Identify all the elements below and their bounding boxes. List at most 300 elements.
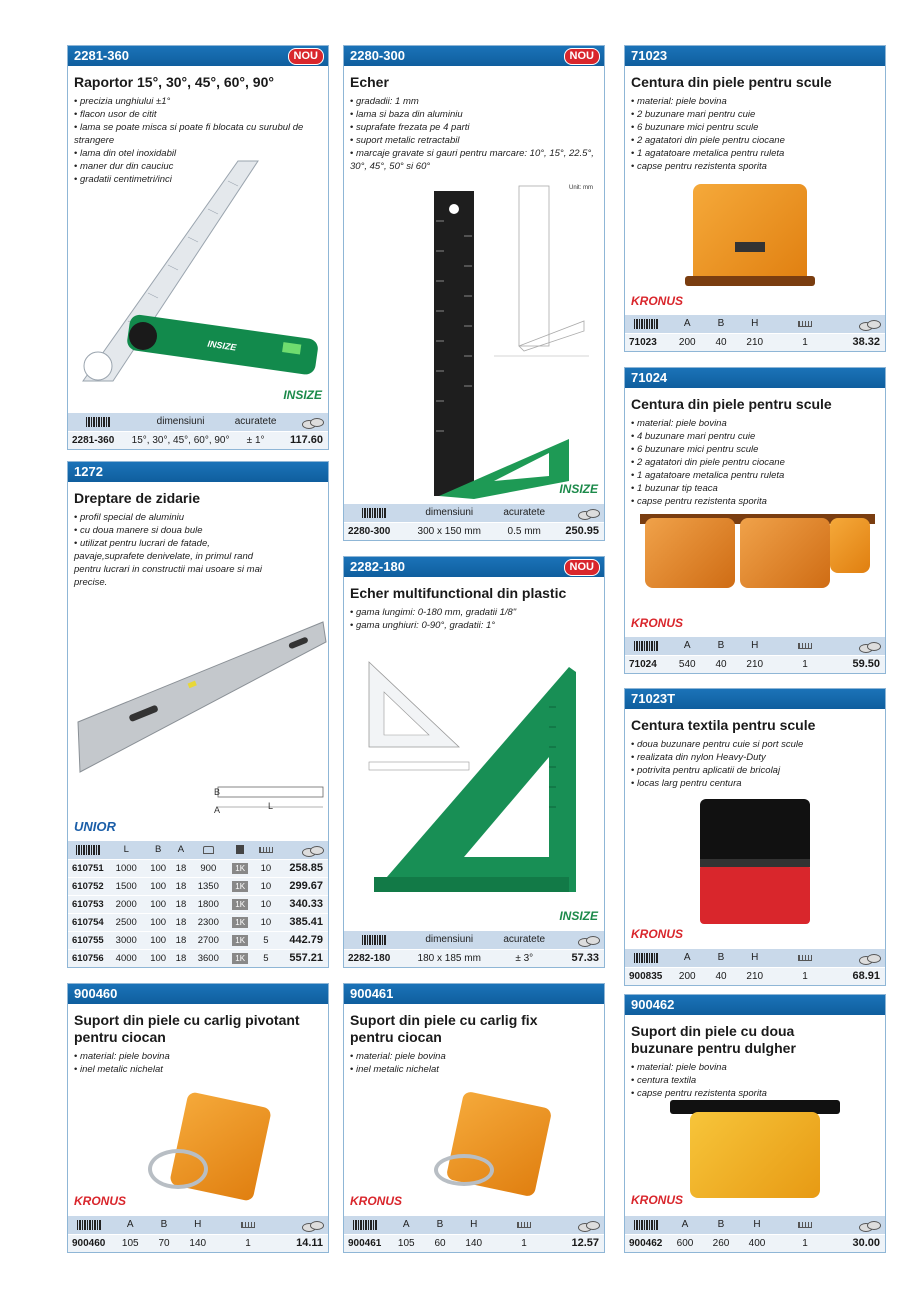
feature-item: • profil special de aluminiu — [74, 511, 262, 524]
cell-code: 610756 — [68, 949, 108, 967]
feature-item: • 2 agatatori din piele pentru ciocane — [631, 134, 879, 147]
cell-code: 2281-360 — [68, 431, 128, 449]
cell-price: 340.33 — [278, 895, 328, 913]
product-code: 2280-300 — [350, 48, 405, 63]
table-row — [344, 949, 604, 967]
cell-weight: 1350 — [190, 877, 226, 895]
product-card-2281-360 — [67, 45, 329, 450]
feature-item: • potrivita pentru aplicatii de bricolaj — [631, 764, 879, 777]
col-header: dimensiuni — [404, 931, 494, 949]
feature-item: • gama unghiuri: 0-90°, gradatii: 1° — [350, 619, 598, 632]
cell-qty: 10 — [254, 877, 278, 895]
col-header: B — [708, 949, 735, 967]
cell-qty: 1 — [775, 655, 835, 673]
product-code-header — [625, 689, 885, 709]
insize-logo: INSIZE — [559, 909, 598, 923]
kronus-logo: KRONUS — [631, 1193, 684, 1207]
feature-list — [344, 1050, 604, 1076]
kronus-logo: KRONUS — [631, 294, 684, 308]
feature-item: • material: piele bovina — [74, 1050, 322, 1063]
cell-a: 540 — [667, 655, 708, 673]
col-header: B — [708, 315, 735, 333]
feature-item: • inel metalic nichelat — [74, 1063, 322, 1076]
cell-code: 71024 — [625, 655, 667, 673]
col-header: B — [703, 1216, 739, 1234]
spec-table — [344, 931, 604, 967]
kronus-logo: KRONUS — [74, 1194, 127, 1208]
feature-item: • 1 agatatoare metalica pentru ruleta — [631, 147, 879, 160]
col-header: A — [667, 315, 708, 333]
ruler-icon — [798, 1222, 812, 1228]
ruler-icon — [259, 847, 273, 853]
cell-b: 100 — [144, 931, 171, 949]
col-header: acuratete — [233, 413, 278, 431]
cell-b: 100 — [144, 895, 171, 913]
cell-l: 1500 — [108, 877, 144, 895]
spec-table — [68, 1216, 328, 1252]
product-title: Centura din piele pentru scule — [631, 396, 832, 412]
cell-price: 299.67 — [278, 877, 328, 895]
col-header: H — [454, 1216, 495, 1234]
feature-item: • utilizat pentru lucrari de fatade, pavaje,suprafete denivelate, in primul rand pentru lucrari in constructii mai usoare si mai precise. — [74, 537, 262, 589]
table-row — [68, 895, 328, 913]
feature-item: • capse pentru rezistenta sporita — [631, 1087, 879, 1100]
product-code: 900461 — [350, 986, 394, 1001]
table-row — [68, 859, 328, 877]
table-row — [68, 431, 328, 449]
spec-header-row — [68, 841, 328, 859]
table-row — [625, 1234, 885, 1252]
feature-item: • flacon usor de citit — [74, 108, 322, 121]
col-header: A — [110, 1216, 151, 1234]
cell-b: 70 — [151, 1234, 178, 1252]
cell-weight: 1800 — [190, 895, 226, 913]
feature-list — [625, 417, 885, 507]
feature-item: • gama lungimi: 0-180 mm, gradatii 1/8" — [350, 606, 598, 619]
cell-qty: 10 — [254, 859, 278, 877]
feature-item: • 1 buzunar tip teaca — [631, 482, 879, 495]
cell-price: 557.21 — [278, 949, 328, 967]
hammer-holder-image — [138, 1099, 278, 1199]
ruler-icon — [798, 321, 812, 327]
product-card-71024 — [624, 367, 886, 674]
ruler-icon — [241, 1222, 255, 1228]
kronus-logo: KRONUS — [631, 927, 684, 941]
barcode-icon — [362, 935, 386, 945]
product-code: 900462 — [631, 997, 675, 1012]
product-code-header — [344, 984, 604, 1004]
price-coins-icon — [859, 953, 881, 963]
cell-price: 59.50 — [835, 655, 885, 673]
spec-header-row — [344, 504, 604, 522]
plastic-square-image — [344, 647, 605, 907]
price-coins-icon — [578, 1220, 600, 1230]
kronus-logo: KRONUS — [350, 1194, 403, 1208]
product-card-900460 — [67, 983, 329, 1253]
cell-h: 210 — [735, 655, 776, 673]
cell-dimensions: 180 x 185 mm — [404, 949, 494, 967]
cell-weight: 2300 — [190, 913, 226, 931]
cell-b: 60 — [427, 1234, 454, 1252]
cell-b: 40 — [708, 655, 735, 673]
table-row — [344, 522, 604, 540]
cell-qty: 10 — [254, 913, 278, 931]
barcode-icon — [353, 1220, 377, 1230]
product-title: Centura textila pentru scule — [631, 717, 816, 733]
spec-header-row — [344, 931, 604, 949]
cell-qty: 5 — [254, 949, 278, 967]
barcode-icon — [76, 845, 100, 855]
spec-table — [625, 315, 885, 351]
cell-l: 1000 — [108, 859, 144, 877]
cell-price: 68.91 — [835, 967, 885, 985]
unior-logo: UNIOR — [74, 819, 116, 834]
cell-price: 258.85 — [278, 859, 328, 877]
table-row — [344, 1234, 604, 1252]
cell-a: 18 — [172, 931, 190, 949]
price-coins-icon — [578, 508, 600, 518]
table-row — [68, 877, 328, 895]
cell-b: 100 — [144, 877, 171, 895]
cell-price: 385.41 — [278, 913, 328, 931]
cell-code: 71023 — [625, 333, 667, 351]
cell-a: 105 — [110, 1234, 151, 1252]
product-code-header — [68, 462, 328, 482]
cell-qty: 1 — [218, 1234, 278, 1252]
col-header: L — [108, 841, 144, 859]
table-row — [625, 333, 885, 351]
pack-badge: 1K — [232, 881, 248, 892]
product-code: 1272 — [74, 464, 103, 479]
product-title: Echer — [350, 74, 389, 90]
feature-item: • material: piele bovina — [631, 95, 879, 108]
new-badge: NOU — [564, 48, 600, 65]
feature-item: • precizia unghiului ±1° — [74, 95, 322, 108]
cell-a: 18 — [172, 895, 190, 913]
cell-h: 140 — [454, 1234, 495, 1252]
product-code: 2281-360 — [74, 48, 129, 63]
feature-item: • suprafate frezata pe 4 parti — [350, 121, 598, 134]
dim-label-a: A — [214, 805, 221, 815]
cell-code: 900835 — [625, 967, 667, 985]
product-code: 71023T — [631, 691, 676, 706]
cell-h: 210 — [735, 967, 776, 985]
feature-item: • gradatii centimetri/inci — [74, 173, 322, 186]
barcode-icon — [362, 508, 386, 518]
spec-table — [68, 841, 328, 967]
cell-dimensions: 300 x 150 mm — [404, 522, 494, 540]
product-code: 2282-180 — [350, 559, 405, 574]
spec-header-row — [625, 637, 885, 655]
product-card-900461 — [343, 983, 605, 1253]
feature-list — [625, 95, 885, 173]
cell-a: 18 — [172, 877, 190, 895]
price-coins-icon — [859, 641, 881, 651]
spec-header-row — [68, 413, 328, 431]
cell-a: 105 — [386, 1234, 427, 1252]
col-header: A — [386, 1216, 427, 1234]
barcode-icon — [634, 641, 658, 651]
weight-icon — [203, 846, 214, 854]
pack-badge: 1K — [232, 953, 248, 964]
feature-list — [625, 738, 885, 790]
col-header: B — [708, 637, 735, 655]
cell-price: 12.57 — [554, 1234, 604, 1252]
package-icon — [236, 845, 244, 854]
barcode-icon — [634, 1220, 658, 1230]
feature-item: • inel metalic nichelat — [350, 1063, 598, 1076]
feature-item: • 1 agatatoare metalica pentru ruleta — [631, 469, 879, 482]
cell-weight: 2700 — [190, 931, 226, 949]
pack-badge: 1K — [232, 863, 248, 874]
product-title: Centura din piele pentru scule — [631, 74, 832, 90]
col-header: A — [667, 1216, 703, 1234]
cell-code: 610751 — [68, 859, 108, 877]
cell-b: 40 — [708, 967, 735, 985]
col-header: H — [735, 637, 776, 655]
price-coins-icon — [578, 935, 600, 945]
product-card-2282-180 — [343, 556, 605, 968]
feature-item: • 6 buzunare mici pentru scule — [631, 443, 879, 456]
new-badge: NOU — [288, 48, 324, 65]
ruler-icon — [798, 955, 812, 961]
cell-b: 100 — [144, 859, 171, 877]
price-coins-icon — [859, 1220, 881, 1230]
cell-b: 260 — [703, 1234, 739, 1252]
feature-item: • suport metalic retractabil — [350, 134, 598, 147]
cell-a: 200 — [667, 333, 708, 351]
product-card-71023 — [624, 45, 886, 352]
ruler-icon — [517, 1222, 531, 1228]
cell-l: 2000 — [108, 895, 144, 913]
feature-item: • maner dur din cauciuc — [74, 160, 322, 173]
dim-label-l: L — [268, 801, 274, 811]
cell-a: 600 — [667, 1234, 703, 1252]
cell-price: 30.00 — [835, 1234, 885, 1252]
product-code-header — [625, 368, 885, 388]
cell-a: 200 — [667, 967, 708, 985]
spec-table — [344, 504, 604, 540]
col-header: B — [144, 841, 171, 859]
col-header: acuratete — [494, 931, 554, 949]
cell-accuracy: ± 1° — [233, 431, 278, 449]
table-row — [625, 655, 885, 673]
feature-item: • 2 buzunare mari pentru cuie — [631, 108, 879, 121]
cell-a: 18 — [172, 859, 190, 877]
cell-code: 610753 — [68, 895, 108, 913]
feature-item: • capse pentru rezistenta sporita — [631, 495, 879, 507]
cell-code: 2280-300 — [344, 522, 404, 540]
product-title: Suport din piele cu carlig pivotant pentru ciocan — [74, 1012, 300, 1045]
cell-b: 40 — [708, 333, 735, 351]
insize-logo: INSIZE — [283, 388, 322, 402]
col-header: A — [667, 637, 708, 655]
square-image — [344, 181, 605, 501]
col-header: A — [172, 841, 190, 859]
table-row — [68, 931, 328, 949]
kronus-logo: KRONUS — [631, 616, 684, 630]
cell-code: 610754 — [68, 913, 108, 931]
price-coins-icon — [302, 845, 324, 855]
cell-l: 4000 — [108, 949, 144, 967]
feature-item: • 4 buzunare mari pentru cuie — [631, 430, 879, 443]
price-coins-icon — [859, 319, 881, 329]
spec-header-row — [625, 1216, 885, 1234]
cell-qty: 1 — [775, 1234, 835, 1252]
cell-accuracy: 0.5 mm — [494, 522, 554, 540]
feature-list — [68, 1050, 328, 1076]
col-header: A — [667, 949, 708, 967]
product-card-71023t — [624, 688, 886, 986]
feature-item: • material: piele bovina — [631, 417, 879, 430]
pack-badge: 1K — [232, 899, 248, 910]
col-header: H — [739, 1216, 775, 1234]
cell-qty: 1 — [775, 967, 835, 985]
cell-l: 3000 — [108, 931, 144, 949]
col-header: dimensiuni — [404, 504, 494, 522]
product-code-header — [625, 46, 885, 66]
protractor-image — [68, 151, 329, 391]
pack-badge: 1K — [232, 935, 248, 946]
cell-code: 610755 — [68, 931, 108, 949]
new-badge: NOU — [564, 559, 600, 576]
cell-accuracy: ± 3° — [494, 949, 554, 967]
cell-price: 442.79 — [278, 931, 328, 949]
col-header: dimensiuni — [128, 413, 233, 431]
cell-code: 610752 — [68, 877, 108, 895]
cell-code: 900462 — [625, 1234, 667, 1252]
product-title: Raportor 15°, 30°, 45°, 60°, 90° — [74, 74, 274, 90]
col-header: acuratete — [494, 504, 554, 522]
price-coins-icon — [302, 417, 324, 427]
product-code-header — [68, 984, 328, 1004]
feature-list — [625, 1061, 885, 1100]
barcode-icon — [77, 1220, 101, 1230]
cell-h: 210 — [735, 333, 776, 351]
feature-list — [68, 511, 268, 589]
feature-item: • locas larg pentru centura — [631, 777, 879, 790]
spec-header-row — [68, 1216, 328, 1234]
spec-table — [344, 1216, 604, 1252]
cell-qty: 10 — [254, 895, 278, 913]
product-code: 71024 — [631, 370, 668, 385]
cell-price: 117.60 — [278, 431, 328, 449]
ruler-icon — [798, 643, 812, 649]
feature-item: • 6 buzunare mici pentru scule — [631, 121, 879, 134]
spec-table — [625, 637, 885, 673]
feature-item: • 2 agatatori din piele pentru ciocane — [631, 456, 879, 469]
spec-table — [625, 1216, 885, 1252]
cell-b: 100 — [144, 913, 171, 931]
spec-header-row — [625, 315, 885, 333]
col-header: H — [178, 1216, 219, 1234]
product-card-1272 — [67, 461, 329, 968]
cell-l: 2500 — [108, 913, 144, 931]
product-title: Dreptare de zidarie — [74, 490, 201, 506]
product-title: Echer multifunctional din plastic — [350, 585, 567, 601]
level-straightedge-image — [68, 612, 329, 822]
product-card-2280-300 — [343, 45, 605, 541]
product-title: Suport din piele cu doua buzunare pentru dulgher — [631, 1023, 796, 1056]
product-title: Suport din piele cu carlig fix pentru ciocan — [350, 1012, 538, 1045]
product-code-header — [625, 995, 885, 1015]
product-code-header — [344, 557, 604, 577]
feature-item: • lama se poate misca si poate fi blocata cu surubul de strangere — [74, 121, 322, 147]
textile-belt-image — [695, 799, 815, 929]
cell-qty: 1 — [775, 333, 835, 351]
cell-h: 140 — [178, 1234, 219, 1252]
barcode-icon — [634, 319, 658, 329]
table-row — [68, 1234, 328, 1252]
dim-label-b: B — [214, 787, 221, 797]
hammer-holder-image — [424, 1099, 554, 1199]
feature-list — [344, 606, 604, 632]
cell-price: 14.11 — [278, 1234, 328, 1252]
cell-price: 57.33 — [554, 949, 604, 967]
feature-item: • material: piele bovina — [631, 1061, 879, 1074]
feature-item: • capse pentru rezistenta sporita — [631, 160, 879, 173]
feature-item: • cu doua manere si doua bule — [74, 524, 262, 537]
product-code: 71023 — [631, 48, 668, 63]
unit-label: Unit: mm — [569, 185, 593, 191]
cell-qty: 5 — [254, 931, 278, 949]
table-row — [68, 913, 328, 931]
feature-item: • centura textila — [631, 1074, 879, 1087]
insize-logo: INSIZE — [559, 482, 598, 496]
spec-table — [68, 413, 328, 449]
feature-item: • realizata din nylon Heavy-Duty — [631, 751, 879, 764]
cell-weight: 3600 — [190, 949, 226, 967]
tool-belt-image — [640, 506, 875, 601]
feature-item: • doua buzunare pentru cuie si port scule — [631, 738, 879, 751]
cell-price: 38.32 — [835, 333, 885, 351]
cell-qty: 1 — [494, 1234, 554, 1252]
cell-code: 900460 — [68, 1234, 110, 1252]
feature-item: • lama din otel inoxidabil — [74, 147, 322, 160]
col-header: B — [151, 1216, 178, 1234]
cell-h: 400 — [739, 1234, 775, 1252]
cell-code: 2282-180 — [344, 949, 404, 967]
feature-item: • marcaje gravate si gauri pentru marcare: 10°, 15°, 22.5°, 30°, 45°, 50° si 60° — [350, 147, 598, 173]
pack-badge: 1K — [232, 917, 248, 928]
cell-b: 100 — [144, 949, 171, 967]
cell-a: 18 — [172, 949, 190, 967]
feature-list — [344, 95, 604, 173]
spec-table — [625, 949, 885, 985]
col-header: B — [427, 1216, 454, 1234]
cell-price: 250.95 — [554, 522, 604, 540]
spec-header-row — [344, 1216, 604, 1234]
cell-code: 900461 — [344, 1234, 386, 1252]
feature-item: • gradadii: 1 mm — [350, 95, 598, 108]
product-card-900462 — [624, 994, 886, 1253]
col-header: H — [735, 315, 776, 333]
carpenter-apron-image — [670, 1100, 840, 1200]
cell-dimensions: 15°, 30°, 45°, 60°, 90° — [128, 431, 233, 449]
product-code-header — [344, 46, 604, 66]
cell-weight: 900 — [190, 859, 226, 877]
barcode-icon — [634, 953, 658, 963]
insize-logo-on-tool: INSIZE — [206, 338, 237, 353]
cell-a: 18 — [172, 913, 190, 931]
barcode-icon — [86, 417, 110, 427]
feature-item: • lama si baza din aluminiu — [350, 108, 598, 121]
price-coins-icon — [302, 1220, 324, 1230]
table-row — [625, 967, 885, 985]
feature-item: • material: piele bovina — [350, 1050, 598, 1063]
product-code: 900460 — [74, 986, 118, 1001]
spec-header-row — [625, 949, 885, 967]
